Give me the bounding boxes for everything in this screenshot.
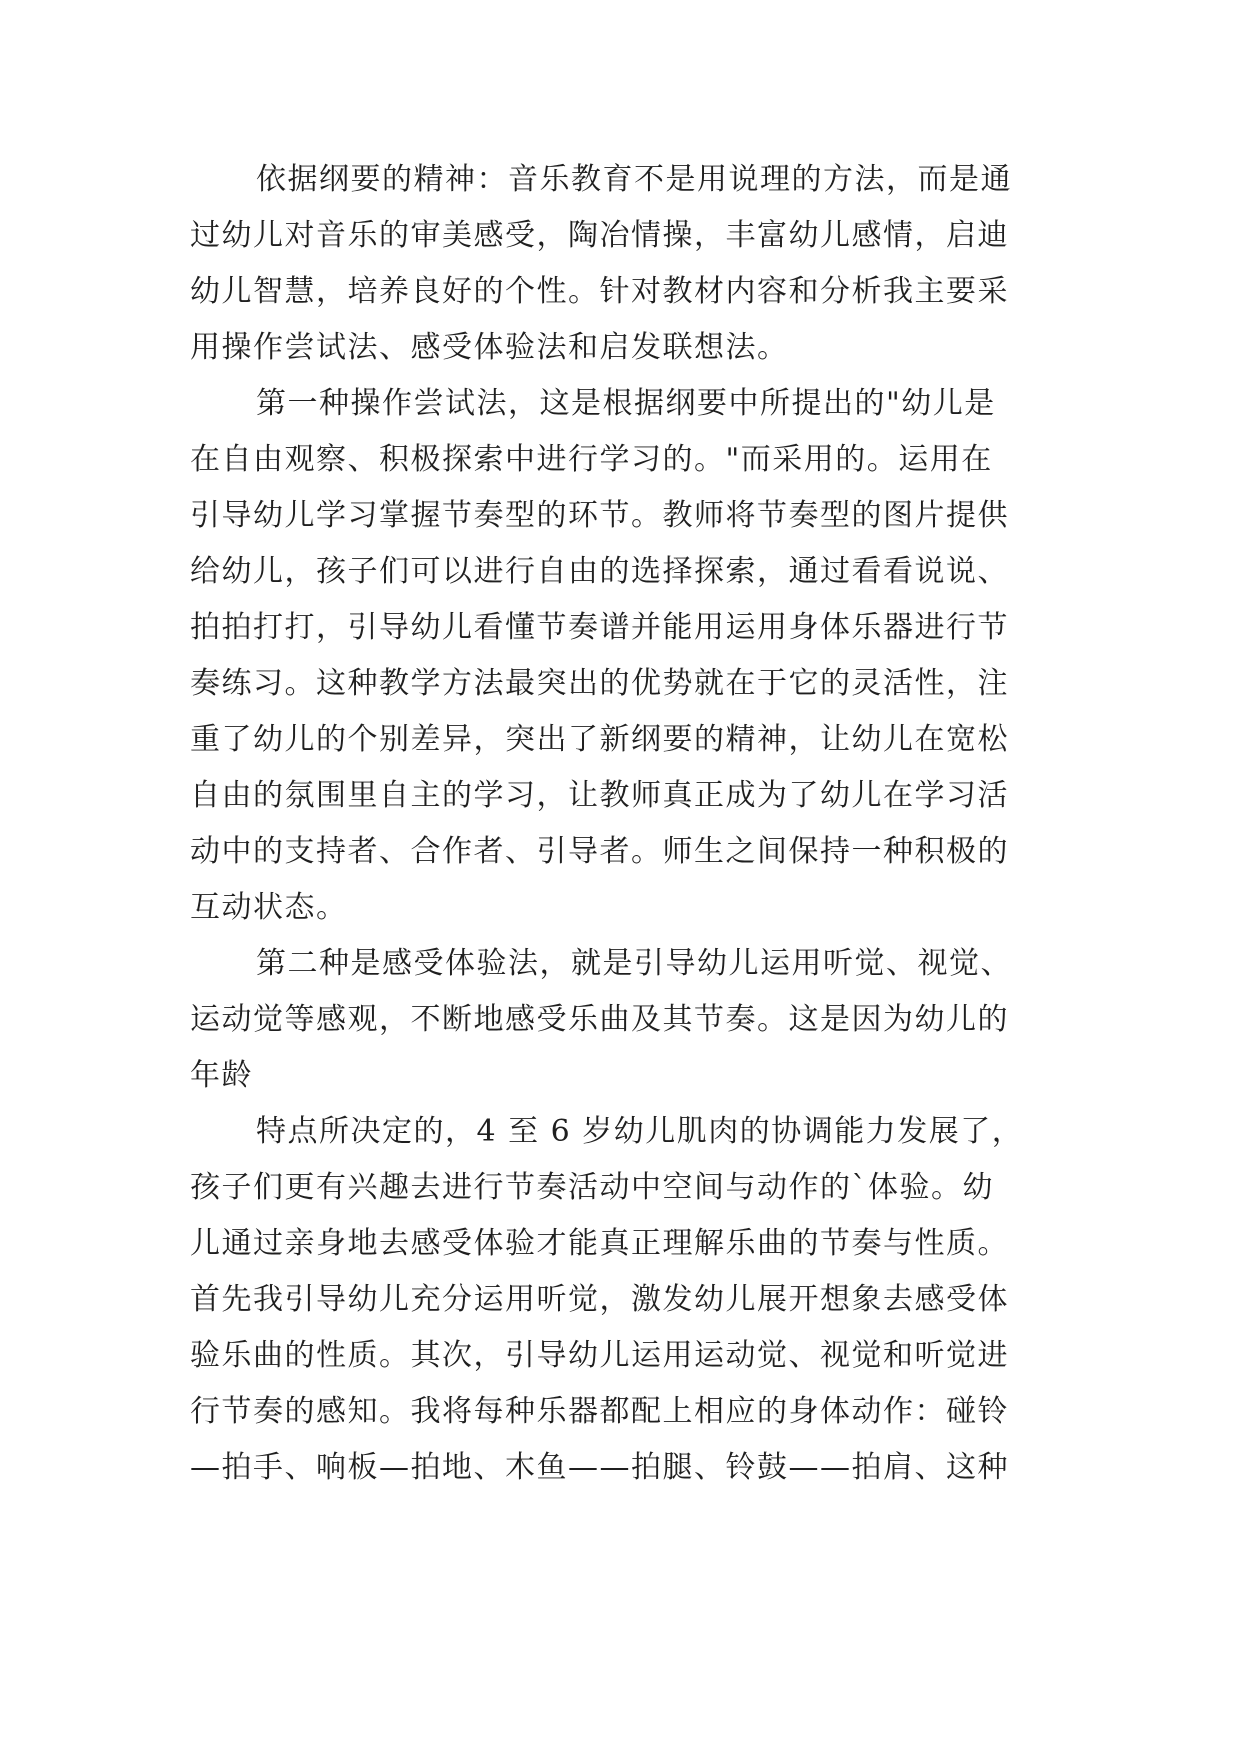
paragraph-line: 依据纲要的精神：音乐教育不是用说理的方法，而是通 [256,162,1012,197]
paragraph-line: 在自由观察、积极探索中进行学习的。"而采用的。运用在 [190,442,993,477]
paragraph-line: 重了幼儿的个别差异，突出了新纲要的精神，让幼儿在宽松 [190,722,1009,757]
paragraph-line: 特点所决定的，4 至 6 岁幼儿肌肉的协调能力发展了， [256,1114,1024,1149]
paragraph-line: 年龄 [190,1058,253,1093]
paragraph-line: 拍拍打打，引导幼儿看懂节奏谱并能用运用身体乐器进行节 [190,610,1009,645]
document-body [190,152,1070,1496]
paragraph-line: 首先我引导幼儿充分运用听觉，激发幼儿展开想象去感受体 [190,1282,1009,1317]
paragraph-line: —拍手、响板—拍地、木鱼——拍腿、铃鼓——拍肩、这种 [190,1450,1009,1485]
paragraph-line: 给幼儿，孩子们可以进行自由的选择探索，通过看看说说、 [190,554,1009,589]
paragraph-line: 引导幼儿学习掌握节奏型的环节。教师将节奏型的图片提供 [190,498,1009,533]
paragraph-line: 自由的氛围里自主的学习，让教师真正成为了幼儿在学习活 [190,778,1009,813]
paragraph-line: 互动状态。 [190,890,348,925]
paragraph-line: 用操作尝试法、感受体验法和启发联想法。 [190,330,789,365]
paragraph-line: 验乐曲的性质。其次，引导幼儿运用运动觉、视觉和听觉进 [190,1338,1009,1373]
paragraph-line: 幼儿智慧，培养良好的个性。针对教材内容和分析我主要采 [190,274,1009,309]
paragraph-line: 动中的支持者、合作者、引导者。师生之间保持一种积极的 [190,834,1009,869]
paragraph-line: 运动觉等感观，不断地感受乐曲及其节奏。这是因为幼儿的 [190,1002,1009,1037]
paragraph-line: 行节奏的感知。我将每种乐器都配上相应的身体动作：碰铃 [190,1394,1009,1429]
paragraph-line: 过幼儿对音乐的审美感受，陶冶情操，丰富幼儿感情，启迪 [190,218,1009,253]
paragraph-line: 孩子们更有兴趣去进行节奏活动中空间与动作的`体验。幼 [190,1170,994,1205]
paragraph-line: 奏练习。这种教学方法最突出的优势就在于它的灵活性，注 [190,666,1009,701]
paragraph-line: 第一种操作尝试法，这是根据纲要中所提出的"幼儿是 [256,386,996,421]
paragraph-line: 第二种是感受体验法，就是引导幼儿运用听觉、视觉、 [256,946,1012,981]
paragraph-line: 儿通过亲身地去感受体验才能真正理解乐曲的节奏与性质。 [190,1226,1009,1261]
